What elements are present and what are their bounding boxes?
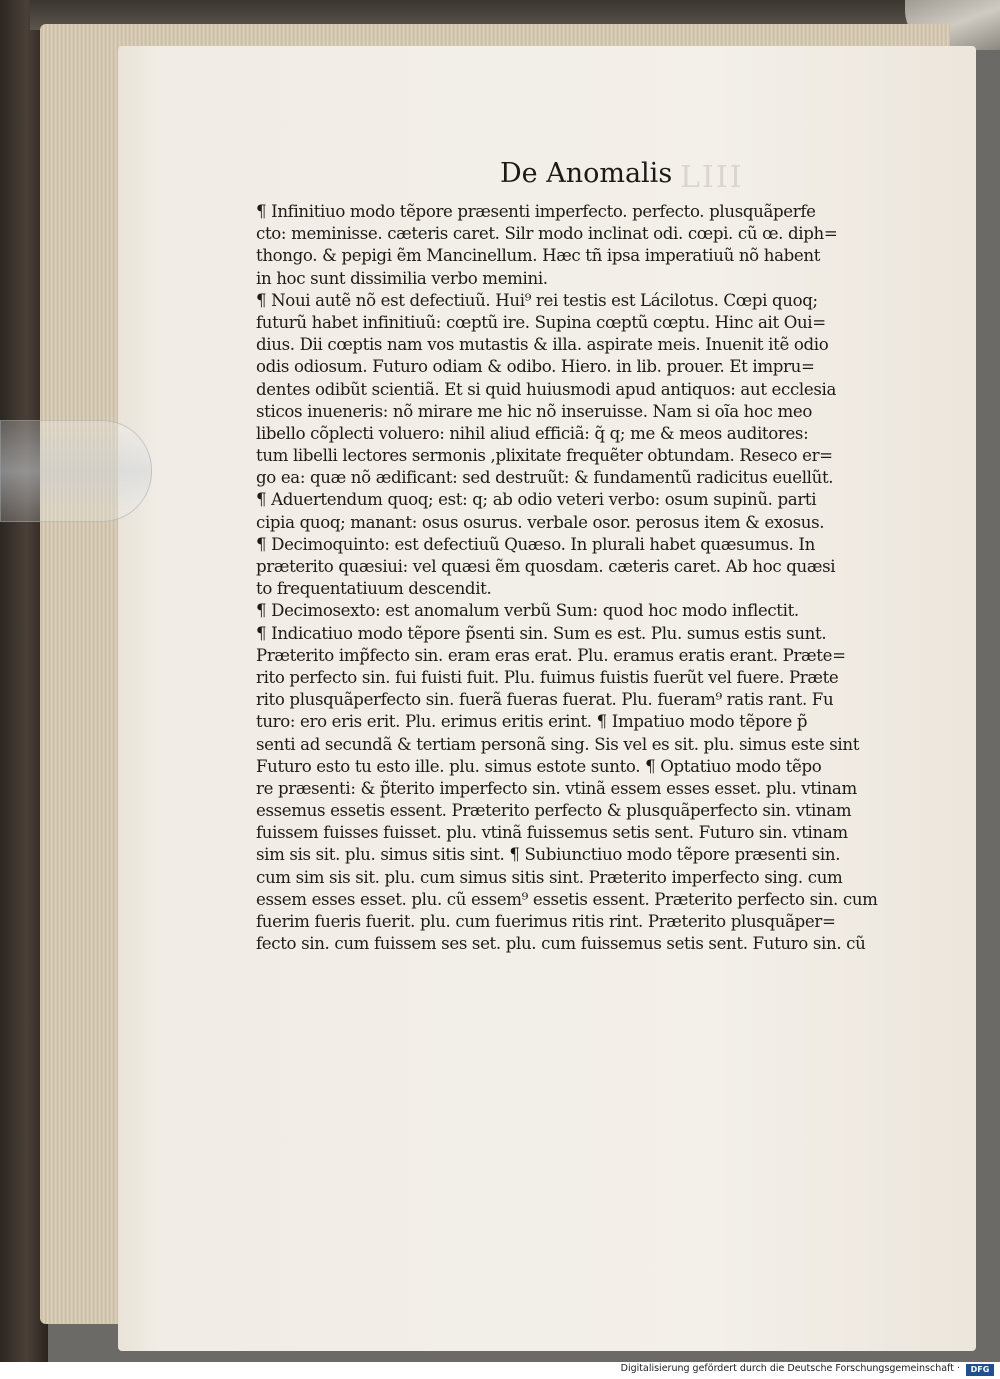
page-title: De Anomalis <box>500 158 673 189</box>
text-line: sticos inueneris: nõ mirare me hic nõ inseruisse. Nam si oĩa hoc meo <box>256 401 813 421</box>
text-line: ¶ Infinitiuo modo tẽpore præsenti imperfecto. perfecto. plusquãperfe <box>256 202 816 221</box>
dfg-logo-icon: DFG <box>966 1364 994 1376</box>
text-line: tum libelli lectores sermonis ,plixitate frequẽter obtundam. Reseco er= <box>256 446 833 466</box>
text-line: ¶ Indicatiuo modo tẽpore p̃senti sin. Sum es est. Plu. sumus estis sunt. <box>256 623 827 643</box>
text-line: rito plusquãperfecto sin. fuerã fueras fuerat. Plu. fueram⁹ ratis rant. Fu <box>256 690 834 710</box>
text-line: rito perfecto sin. fui fuisti fuit. Plu. fuimus fuistis fuerũt vel fuere. Præte <box>256 667 839 687</box>
text-line: cto: meminisse. cæteris caret. Silr modo inclinat odi. cœpi. cũ œ. diph= <box>256 224 838 244</box>
text-line: ¶ Noui autẽ nõ est defectiuũ. Hui⁹ rei testis est Lácilotus. Cœpi quoq; <box>256 290 818 310</box>
text-line: fecto sin. cum fuissem ses set. plu. cum fuissemus setis sent. Futuro sin. cũ <box>256 934 866 954</box>
footer-credit: Digitalisierung gefördert durch die Deutsche Forschungsgemeinschaft · <box>620 1363 960 1374</box>
text-line: thongo. & pepigi ẽm Mancinellum. Hæc tñ ipsa imperatiuũ nõ habent <box>256 246 821 266</box>
text-line: dius. Dii cœptis nam vos mutastis & illa. aspirate meis. Inuenit itẽ odio <box>256 335 829 355</box>
text-line: essem esses esset. plu. cũ essem⁹ essetis essent. Præterito perfecto sin. cum <box>256 889 878 909</box>
text-line: go ea: quæ nõ ædificant: sed destruũt: & fundamentũ radicitus euellũt. <box>256 468 834 488</box>
text-line: ¶ Decimosexto: est anomalum verbũ Sum: quod hoc modo inflectit. <box>256 601 799 621</box>
show-through-heading: LIII <box>680 160 744 195</box>
text-line: dentes odibũt scientiã. Et si quid huiusmodi apud antiquos: aut ecclesia <box>256 379 837 399</box>
text-line: ¶ Aduertendum quoq; est: q; ab odio veteri verbo: osum supinũ. parti <box>256 490 817 510</box>
text-line: cum sim sis sit. plu. cum simus sitis sint. Præterito imperfecto sing. cum <box>256 867 843 887</box>
footer-bar <box>0 1362 1000 1379</box>
text-line: to frequentatiuum descendit. <box>256 579 492 599</box>
text-line: fuerim fueris fuerit. plu. cum fuerimus ritis rint. Præterito plusquãper= <box>256 912 836 931</box>
glass-clip <box>0 420 152 522</box>
text-line: Præterito imp̃fecto sin. eram eras erat. Plu. eramus eratis erant. Præte= <box>256 645 846 665</box>
text-line: ¶ Decimoquinto: est defectiuũ Quæso. In plurali habet quæsumus. In <box>256 534 815 554</box>
text-line: odis odiosum. Futuro odiam & odibo. Hiero. in lib. prouer. Et impru= <box>256 357 815 377</box>
body-text <box>256 201 916 955</box>
text-line: fuissem fuisses fuisset. plu. vtinã fuissemus setis sent. Futuro sin. vtinam <box>256 823 848 843</box>
text-line: futurũ habet infinitiuũ: cœptũ ire. Supina cœptũ cœptu. Hinc ait Oui= <box>256 312 826 332</box>
text-line: essemus essetis essent. Præterito perfecto & plusquãperfecto sin. vtinam <box>256 801 852 821</box>
text-line: turo: ero eris erit. Plu. erimus eritis erint. ¶ Impatiuo modo tẽpore p̃ <box>256 712 808 732</box>
text-line: senti ad secundã & tertiam personã sing. Sis vel es sit. plu. simus este sint <box>256 734 860 754</box>
text-line: præterito quæsiui: vel quæsi ẽm quosdam. cæteris caret. Ab hoc quæsi <box>256 557 836 576</box>
text-line: cipia quoq; manant: osus osurus. verbale osor. perosus item & exosus. <box>256 512 825 532</box>
text-line: in hoc sunt dissimilia verbo memini. <box>256 268 548 288</box>
text-line: re præsenti: & p̃terito imperfecto sin. vtinã essem esses esset. plu. vtinam <box>256 778 857 798</box>
text-line: libello cõplecti voluero: nihil aliud efficiã: q̃ q; me & meos auditores: <box>256 423 809 443</box>
text-line: sim sis sit. plu. simus sitis sint. ¶ Subiunctiuo modo tẽpore præsenti sin. <box>256 845 841 865</box>
text-line: Futuro esto tu esto ille. plu. simus estote sunto. ¶ Optatiuo modo tẽpo <box>256 756 822 776</box>
